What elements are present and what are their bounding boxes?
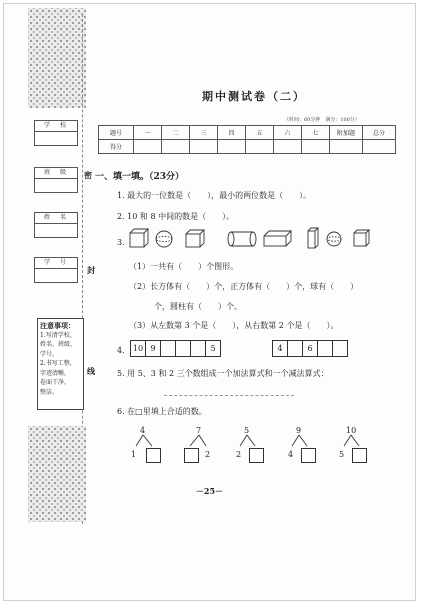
shapes-figure — [128, 226, 378, 252]
notice-title: 注意事项： — [40, 321, 75, 330]
sequence-blank-cell[interactable] — [318, 341, 333, 357]
notice-line: 字迹清晰， — [40, 369, 71, 377]
cube-icon — [130, 229, 148, 247]
seal-xian: 线 — [87, 366, 95, 376]
sphere-icon — [327, 232, 341, 246]
question-4-number: 4. — [117, 346, 125, 355]
time-note: （时间：60分钟 满分：100分） — [284, 117, 360, 123]
section-1-heading: 一、填一填。（23分） — [95, 172, 185, 182]
score-table-header-row — [99, 126, 396, 140]
tree-answer-box[interactable] — [301, 448, 316, 463]
question-6: 6. 在□里填上合适的数。 — [117, 407, 207, 416]
cylinder-icon — [228, 232, 256, 246]
tree-left-number: 4 — [288, 450, 294, 459]
tree-left-number: 1 — [131, 450, 137, 459]
notice-line: 2.书写工整， — [40, 360, 76, 367]
notice-line: 1.写清学校、 — [40, 331, 76, 339]
seal-feng: 封 — [87, 265, 95, 275]
score-header-cell: 一 — [134, 126, 162, 140]
decorative-pattern-top — [28, 8, 86, 108]
school-field — [34, 120, 78, 146]
sequence-cell: 6 — [303, 341, 318, 357]
notice-line: 整洁。 — [40, 388, 59, 396]
score-cell[interactable] — [162, 140, 190, 154]
answer-dashed-line — [164, 395, 294, 396]
score-header-cell: 总分 — [363, 126, 396, 140]
score-table — [98, 125, 396, 154]
tall-cuboid-icon — [308, 228, 318, 248]
score-header-cell: 四 — [218, 126, 246, 140]
decomposition-tree — [287, 426, 333, 468]
decomposition-tree — [235, 426, 281, 468]
tree-answer-box[interactable] — [249, 448, 264, 463]
seal-mi: 密 — [84, 170, 92, 180]
tree-top-number: 4 — [140, 426, 146, 435]
decomposition-tree — [182, 426, 228, 468]
tree-answer-box[interactable] — [146, 448, 161, 463]
number-field — [34, 257, 78, 283]
score-header-cell: 五 — [246, 126, 274, 140]
question-1: 1. 最大的一位数是（ ），最小的两位数是（ ）。 — [117, 191, 312, 200]
score-header-cell: 附加题 — [330, 126, 363, 140]
question-3-number: 3. — [117, 238, 125, 247]
page-number: －25－ — [195, 486, 224, 496]
cuboid-icon — [264, 231, 291, 246]
notice-line: 学号。 — [40, 350, 59, 358]
score-cell[interactable] — [330, 140, 363, 154]
decomposition-tree — [338, 426, 384, 468]
score-header-cell: 题号 — [99, 126, 134, 140]
score-row-label: 得分 — [99, 140, 134, 154]
sequence-cell: 4 — [273, 341, 288, 357]
score-header-cell: 六 — [274, 126, 302, 140]
score-cell[interactable] — [134, 140, 162, 154]
notice-line: 姓名、班级、 — [40, 341, 77, 348]
score-cell[interactable] — [190, 140, 218, 154]
score-header-cell: 七 — [302, 126, 330, 140]
score-cell[interactable] — [302, 140, 330, 154]
tree-answer-box[interactable] — [184, 448, 199, 463]
tree-top-number: 9 — [296, 426, 302, 435]
school-label: 学 校 — [43, 122, 68, 129]
tree-left-number: 5 — [339, 450, 345, 459]
decorative-pattern-bottom — [28, 426, 86, 522]
question-3-3: （3）从左数第 3 个是（ ），从右数第 2 个是（ ）。 — [129, 321, 339, 330]
question-3-1: （1）一共有（ ）个图形。 — [129, 262, 239, 271]
question-3-2-line2: 个，圆柱有（ ）个。 — [154, 302, 242, 311]
class-label: 班 级 — [43, 169, 68, 176]
notice-box — [37, 318, 84, 410]
sequence-blank-cell[interactable] — [161, 341, 176, 357]
cube-icon — [354, 230, 369, 246]
sequence-blank-cell[interactable] — [191, 341, 206, 357]
score-cell[interactable] — [274, 140, 302, 154]
name-field — [34, 212, 78, 238]
score-cell[interactable] — [218, 140, 246, 154]
tree-answer-box[interactable] — [352, 448, 367, 463]
score-cell[interactable] — [246, 140, 274, 154]
sphere-icon — [156, 231, 172, 247]
number-label: 学 号 — [43, 259, 68, 266]
exam-title: 期中测试卷（二） — [202, 90, 306, 103]
score-cell[interactable] — [363, 140, 396, 154]
sequence-cell: 9 — [146, 341, 161, 357]
tree-top-number: 7 — [196, 426, 202, 435]
cube-icon — [186, 230, 204, 247]
number-sequence-2 — [272, 340, 348, 357]
tree-top-number: 5 — [244, 426, 250, 435]
tree-right-number: 2 — [205, 450, 211, 459]
exam-page — [3, 3, 416, 601]
question-3-2-line1: （2）长方体有（ ）个，正方体有（ ）个，球有（ ） — [129, 282, 359, 291]
decomposition-tree — [130, 426, 176, 468]
sequence-blank-cell[interactable] — [333, 341, 348, 357]
notice-line: 卷面干净， — [40, 379, 71, 386]
score-header-cell: 三 — [190, 126, 218, 140]
sequence-blank-cell[interactable] — [176, 341, 191, 357]
score-table-score-row — [99, 140, 396, 154]
sequence-blank-cell[interactable] — [288, 341, 303, 357]
question-2: 2. 10 和 8 中间的数是（ ）。 — [117, 212, 235, 221]
class-field — [34, 167, 78, 193]
tree-top-number: 10 — [346, 426, 357, 435]
number-sequence-1 — [130, 340, 221, 357]
score-header-cell: 二 — [162, 126, 190, 140]
sequence-cell: 5 — [206, 341, 221, 357]
question-5: 5. 用 5、3 和 2 三个数组成一个加法算式和一个减法算式： — [117, 369, 329, 378]
name-label: 姓 名 — [43, 214, 68, 221]
sequence-cell: 10 — [131, 341, 146, 357]
tree-left-number: 2 — [236, 450, 242, 459]
